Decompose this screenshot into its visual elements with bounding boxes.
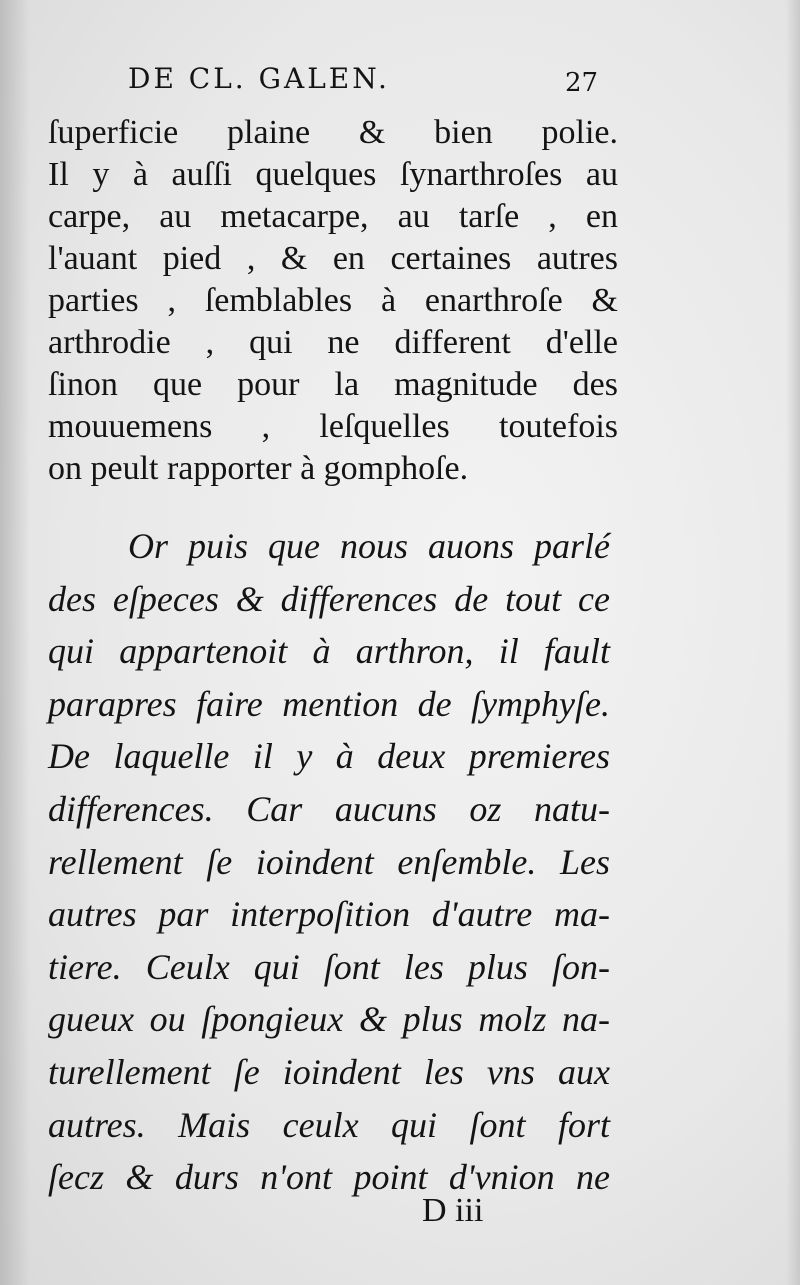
italic-paragraph bbox=[48, 520, 610, 1204]
text-line: parapres faire mention de ſymphyſe. bbox=[48, 683, 610, 724]
text-line: ſuperficie plaine & bien polie. bbox=[48, 114, 618, 151]
text-line: Or puis que nous auons parlé bbox=[128, 526, 610, 566]
page-header bbox=[0, 62, 800, 102]
roman-paragraph bbox=[48, 112, 618, 490]
page-number: 27 bbox=[565, 68, 599, 98]
text-line: differences. Car aucuns oz natu- bbox=[48, 788, 610, 829]
text-line: qui appartenoit à arthron, il fault bbox=[48, 631, 610, 672]
text-line: mouuemens , leſquelles toutefois bbox=[48, 408, 618, 445]
text-line: turellement ſe ioindent les vns aux bbox=[48, 1051, 610, 1092]
running-title: DE CL. GALEN. bbox=[128, 62, 390, 95]
text-line: arthrodie , qui ne different d'elle bbox=[48, 324, 618, 361]
text-line: Il y à auſſi quelques ſynarthroſes au bbox=[48, 156, 618, 193]
text-line: autres. Mais ceulx qui ſont fort bbox=[48, 1104, 610, 1145]
text-line: rellement ſe ioindent enſemble. Les bbox=[48, 841, 610, 882]
text-line: carpe, au metacarpe, au tarſe , en bbox=[48, 198, 618, 235]
text-line: gueux ou ſpongieux & plus molz na- bbox=[48, 999, 610, 1040]
signature-mark: D iii bbox=[422, 1192, 484, 1229]
text-line: l'auant pied , & en certaines autres bbox=[48, 240, 618, 277]
text-line: autres par interpoſition d'autre ma- bbox=[48, 894, 610, 935]
text-line: ſecz & durs n'ont point d'vnion ne bbox=[48, 1157, 610, 1198]
text-line: on peult rapporter à gomphoſe. bbox=[48, 450, 469, 487]
text-line: parties , ſemblables à enarthroſe & bbox=[48, 282, 618, 319]
text-line: De laquelle il y à deux premieres bbox=[48, 736, 610, 777]
text-line: des eſpeces & differences de tout ce bbox=[48, 578, 610, 619]
page-edge-shadow bbox=[786, 0, 800, 1285]
text-line: tiere. Ceulx qui ſont les plus ſon- bbox=[48, 946, 610, 987]
gutter-shadow bbox=[0, 0, 30, 1285]
text-line: ſinon que pour la magnitude des bbox=[48, 366, 618, 403]
